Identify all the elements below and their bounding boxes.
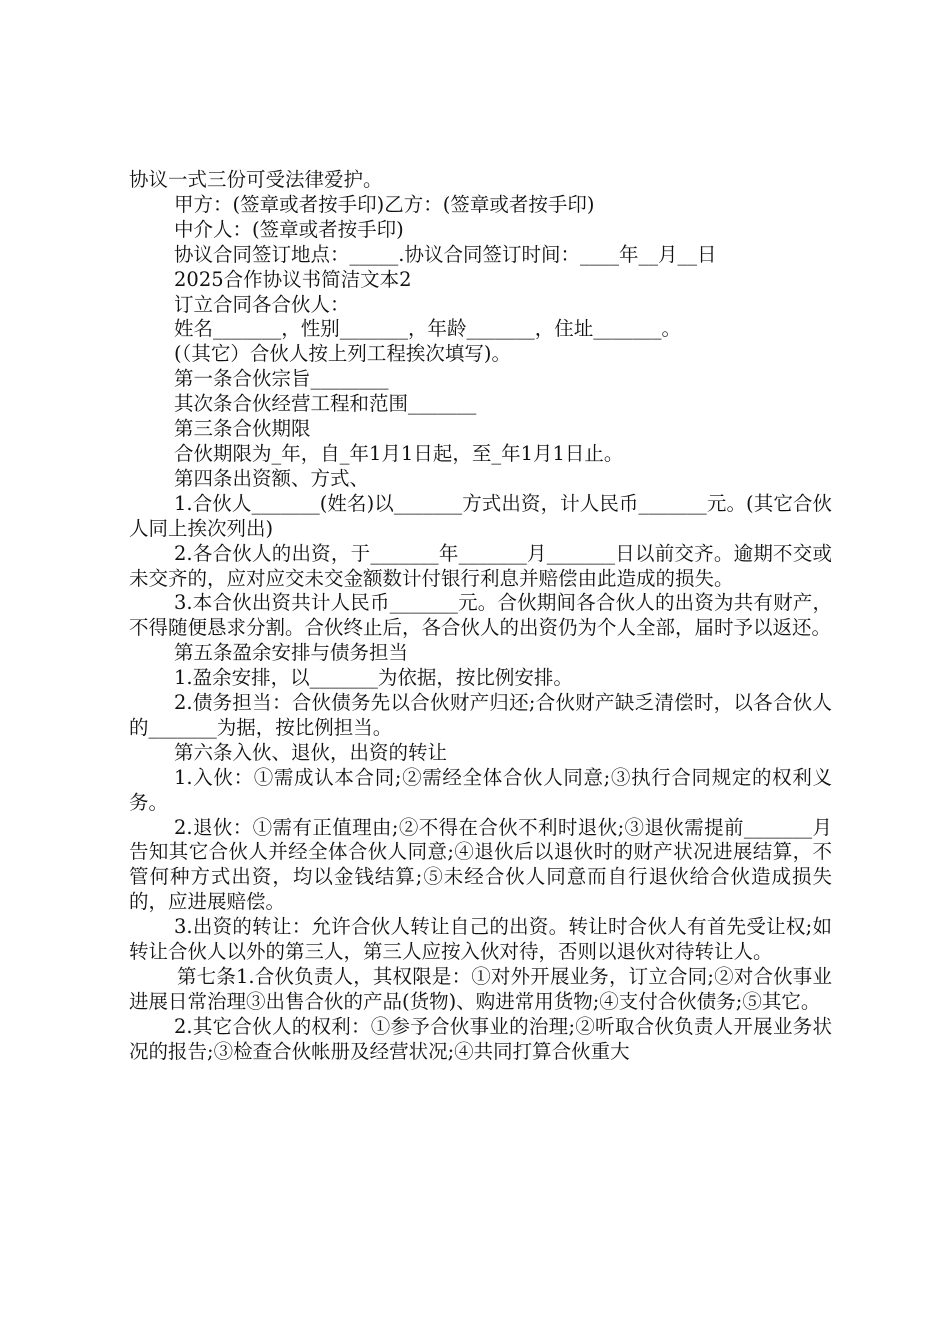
article-4-heading: 第四条出资额、方式、 xyxy=(174,466,370,490)
article-1-heading: 第一条合伙宗旨________ xyxy=(174,367,389,391)
article-3-term: 合伙期限为_年，自_年1月1日起，至_年1月1日止。 xyxy=(174,441,624,465)
article-6-clause-2: 2.退伙：①需有正值理由;②不得在合伙不利时退伙;③退伙需提前_______月告知其它合伙人并经全体合伙人同意;④退伙后以退伙时的财产状况进展结算，不管何种方式出资，均以金钱结算;⑤未经合伙人同意而自行退伙给合伙造成损失的，应进展赔偿。 xyxy=(129,815,832,914)
article-4-clause-3: 3.本合伙出资共计人民币_______元。合伙期间各合伙人的出资为共有财产，不得随便恳求分割。合伙终止后，各合伙人的出资仍为个人全部，届时予以返还。 xyxy=(129,591,832,640)
paragraph-partner-info: 姓名_______，性别_______，年龄_______，住址_______。 xyxy=(174,317,682,341)
document-subtitle: 2025合作协议书简洁文本2 xyxy=(174,267,412,291)
article-3-heading: 第三条合伙期限 xyxy=(174,417,311,441)
article-6-heading: 第六条入伙、退伙，出资的转让 xyxy=(174,740,448,764)
article-5-clause-2: 2.债务担当：合伙债务先以合伙财产归还;合伙财产缺乏清偿时，以各合伙人的_______为据，按比例担当。 xyxy=(129,691,832,739)
article-5-heading: 第五条盈余安排与债务担当 xyxy=(174,641,409,665)
article-4-clause-2: 2.各合伙人的出资，于_______年_______月_______日以前交齐。逾期不交或未交齐的，应对应交未交金额数计付银行利息并赔偿由此造成的损失。 xyxy=(129,541,832,590)
paragraph-partners-heading: 订立合同各合伙人： xyxy=(174,292,350,316)
paragraph-agreement-copies: 协议一式三份可受法律爱护。 xyxy=(129,168,383,191)
paragraph-signatures: 甲方：(签章或者按手印)乙方：(签章或者按手印) xyxy=(174,192,595,216)
article-2-heading: 其次条合伙经营工程和范围_______ xyxy=(174,392,477,416)
article-4-clause-1: 1.合伙人_______(姓名)以_______方式出资，计人民币_______元。(其它合伙人同上挨次列出) xyxy=(129,491,832,540)
paragraph-fill-order: (（其它）合伙人按上列工程挨次填写)。 xyxy=(174,342,511,366)
article-6-clause-1: 1.入伙：①需成认本合同;②需经全体合伙人同意;③执行合同规定的权利义务。 xyxy=(129,765,832,814)
article-7-clause-2: 2.其它合伙人的权利：①参予合伙事业的治理;②听取合伙负责人开展业务状况的报告;③检查合伙帐册及经营状况;④共同打算合伙重大 xyxy=(129,1014,832,1063)
article-5-clause-1: 1.盈余安排，以_______为依据，按比例安排。 xyxy=(174,666,573,690)
paragraph-signing-place-time: 协议合同签订地点：_____.协议合同签订时间：____年__月__日 xyxy=(174,242,717,266)
paragraph-intermediary: 中介人：(签章或者按手印) xyxy=(174,217,404,241)
article-6-clause-3: 3.出资的转让：允许合伙人转让自己的出资。转让时合伙人有首先受让权;如转让合伙人以外的第三人，第三人应按入伙对待，否则以退伙对待转让人。 xyxy=(129,915,832,964)
article-7-clause-1: 第七条1.合伙负责人，其权限是：①对外开展业务，订立合同;②对合伙事业进展日常治理③出售合伙的产品(货物)、购进常用货物;④支付合伙债务;⑤其它。 xyxy=(129,965,832,1013)
